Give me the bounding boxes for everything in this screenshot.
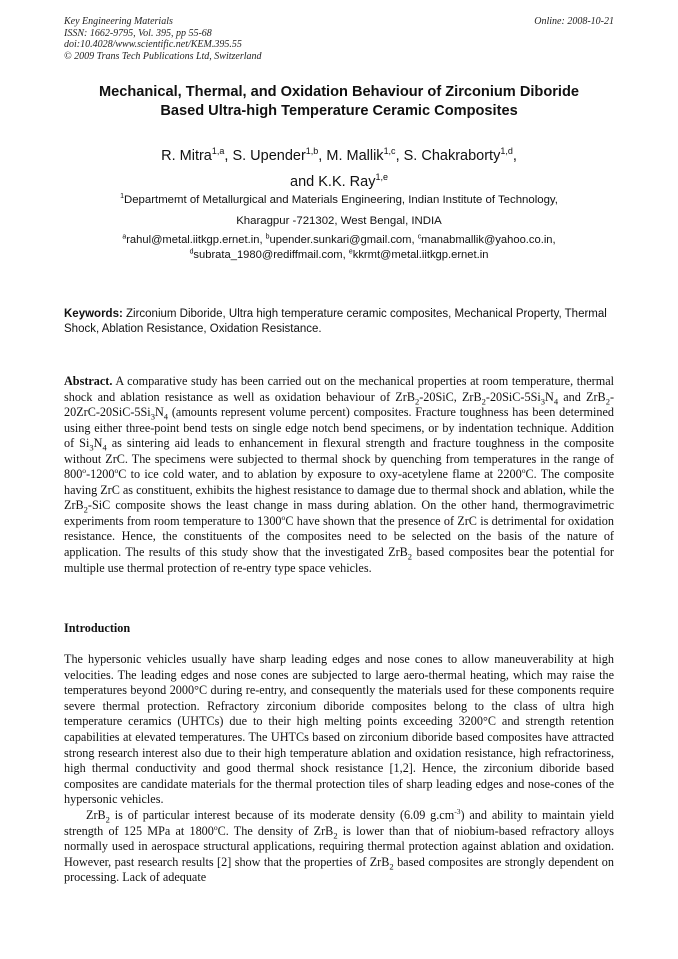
email-address[interactable]: subrata_1980@rediffmail.com [193,249,343,261]
author-separator: , [318,148,327,164]
author-affiliation-mark: 1,a [211,146,225,157]
keywords-label: Keywords: [64,308,123,320]
email-separator: , [259,234,266,246]
author-affiliation-mark: 1,d [500,146,513,157]
author-name: R. Mitra [161,148,212,164]
affiliation [40,190,638,232]
email-mark: a [122,233,127,241]
paper-title-line-1: Mechanical, Thermal, and Oxidation Behaviour of Zirconium Diboride [98,84,580,100]
email-mark: c [417,233,422,241]
email-mark: d [189,248,194,256]
author-name: and K.K. Ray [290,174,376,190]
paper-title [40,83,638,121]
email-line-1 [40,233,638,248]
email-list [40,233,638,263]
email-mark: e [348,248,353,256]
author-name: S. Chakraborty [403,148,501,164]
affiliation-line-1 [40,190,638,211]
affiliation-mark: 1 [120,193,124,201]
abstract-label: Abstract. [64,374,113,388]
email-separator: , [552,234,556,246]
author-name: M. Mallik [326,148,384,164]
affiliation-text: Departmemt of Metallurgical and Materials Engineering, Indian Institute of Technology, [124,194,558,206]
online-date: Online: 2008-10-21 [534,16,614,27]
keywords-text: Zirconium Diboride, Ultra high temperature ceramic composites, Mechanical Property, Thermal Shock, Ablation Resistance, Oxidation Resistance. [64,308,607,335]
section-heading-introduction: Introduction [64,621,131,635]
abstract-block [64,374,614,576]
email-address[interactable]: rahul@metal.iitkgp.ernet.in [126,234,260,246]
author-separator: , [395,148,404,164]
paper-title-line-2: Based Ultra-high Temperature Ceramic Composites [160,103,518,119]
email-address[interactable]: manabmallik@yahoo.co.in [421,234,553,246]
introduction-body [64,652,614,886]
email-separator: , [342,249,349,261]
journal-name: Key Engineering Materials [64,16,173,27]
author-separator: , [224,148,233,164]
abstract-text: A comparative study has been carried out on the mechanical properties at room temperature, thermal shock and ablation resistance as well as oxidation behaviour of ZrB$_2$-20SiC, $ZrB_2-20SiC-5Si_3N_4$ and $ZrB_2-20ZrC-20SiC-5Si_3N_4$ (amounts represent volume percent) composites. Fracture toughness has been determined using either three-point bend tests on single edge notch bend specimens, or by indentation technique. Addition of $Si_3N_4$ as sintering aid leads to enhancement in flexural strength and fracture toughness in the composite without ZrC. The specimens were subjected to thermal shock by quenching from temperatures in the range of 800$^o$-1200$^o$C to ice cold water, and to ablation by exposure to oxy-acetylene flame at 2200$^o$C. The composite having ZrC as constituent, exhibits the highest resistance to damage due to thermal shock and ablation, while the ZrB$_2$-SiC composite shows the least change in mass during ablation. On the other hand, thermogravimetric experiments from room temperature to 1300$^o$C have shown that the presence of ZrC is detrimental for oxidation resistance. Hence, the constituents of the composites need to be selected on the basis of the nature of application. The results of this study show that the investigated ZrB$_2$ based composites bear the potential for multiple use thermal protection of re-entry type space vehicles. [64,374,615,575]
email-separator: , [411,234,418,246]
author-name: S. Upender [232,148,306,164]
affiliation-line-2: Kharagpur -721302, West Bengal, INDIA [236,215,442,227]
author-affiliation-mark: 1,b [305,146,319,157]
author-affiliation-mark: 1,c [383,146,396,157]
author-affiliation-mark: 1,e [375,172,388,183]
journal-doi: doi:10.4028/www.scientific.net/KEM.395.55 [64,39,242,50]
journal-header [64,16,262,62]
journal-issn: ISSN: 1662-9795, Vol. 395, pp 55-68 [64,27,212,39]
paragraph: The hypersonic vehicles usually have sharp leading edges and nose cones to allow maneuverability at high velocities. The leading edges and nose cones are subjected to large aero-thermal heating, which may raise the temperatures beyond 2000°C during re-entry, and consequently the materials used for these components require severe thermal protection. Refractory zirconium diboride composites belong to the class of ultra high temperature ceramics (UHTCs) due to their high melting points exceeding 3200°C and strength retention capabilities at elevated temperatures. The UHTCs based on zirconium diboride based composites have attracted strong research interest also due to their high temperature ablation and oxidation resistance, high refractoriness, high thermal conductivity and good thermal shock resistance [1,2]. Hence, the zirconium diboride based composites are candidate materials for the thermal protection tiles of sharp leading edges and nose-cones of the hypersonic vehicles. [64,652,614,807]
keywords-block [64,307,614,336]
email-address[interactable]: kkrmt@metal.iitkgp.ernet.in [352,249,489,261]
email-address[interactable]: upender.sunkari@gmail.com [269,234,412,246]
author-line-1 [40,143,638,169]
author-list [40,143,638,195]
email-mark: b [265,233,270,241]
email-line-2 [40,248,638,263]
author-separator: , [512,148,517,164]
journal-copyright: © 2009 Trans Tech Publications Ltd, Switzerland [64,50,262,62]
paragraph: ZrB$_2$ is of particular interest because of its moderate density (6.09 $g.cm^{-3}$) and ability to maintain yield strength of 125 MPa at 1800$^o$C. The density of ZrB$_2$ is lower than that of niobium-based refractory alloys normally used in aerospace structural applications, requiring thermal protection against ablation and oxidation. However, past research results [2] show that the properties of ZrB$_2$ based composites are strongly dependent on processing. Lack of adequate [64,806,614,885]
